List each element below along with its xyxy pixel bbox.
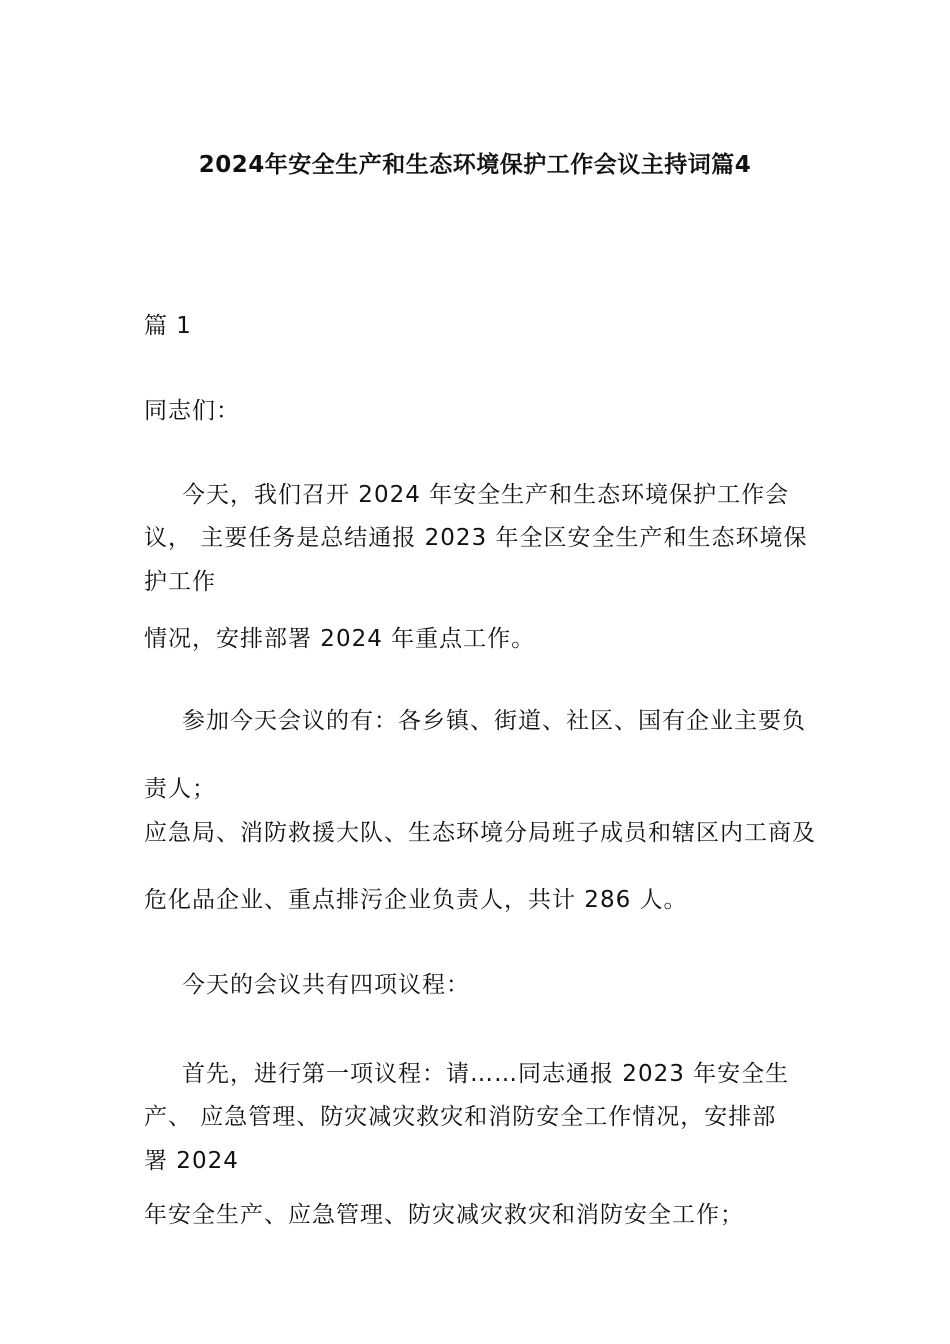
paragraph-line: 署 2024	[144, 1148, 239, 1174]
paragraph-line: 今天，我们召开 2024 年安全生产和生态环境保护工作会	[182, 482, 790, 508]
paragraph-line: 年安全生产、应急管理、防灾减灾救灾和消防安全工作；	[144, 1202, 744, 1228]
paragraph-line: 议， 主要任务是总结通报 2023 年全区安全生产和生态环境保	[144, 525, 808, 551]
paragraph-line: 产、 应急管理、防灾减灾救灾和消防安全工作情况，安排部	[144, 1104, 777, 1130]
paragraph-line: 应急局、消防救援大队、生态环境分局班子成员和辖区内工商及	[144, 820, 816, 846]
paragraph-line: 危化品企业、重点排污企业负责人，共计 286 人。	[144, 887, 688, 913]
paragraph-line: 情况，安排部署 2024 年重点工作。	[144, 626, 536, 652]
paragraph-line: 护工作	[144, 569, 216, 595]
section-heading: 篇 1	[144, 313, 192, 339]
paragraph-line: 责人；	[144, 776, 216, 802]
paragraph-line: 参加今天会议的有：各乡镇、街道、社区、国有企业主要负	[182, 708, 806, 734]
paragraph-line: 今天的会议共有四项议程：	[182, 972, 470, 998]
paragraph-line: 首先，进行第一项议程：请……同志通报 2023 年安全生	[182, 1061, 790, 1087]
salutation: 同志们：	[144, 398, 240, 424]
document-title: 2024年安全生产和生态环境保护工作会议主持词篇4	[198, 152, 752, 178]
